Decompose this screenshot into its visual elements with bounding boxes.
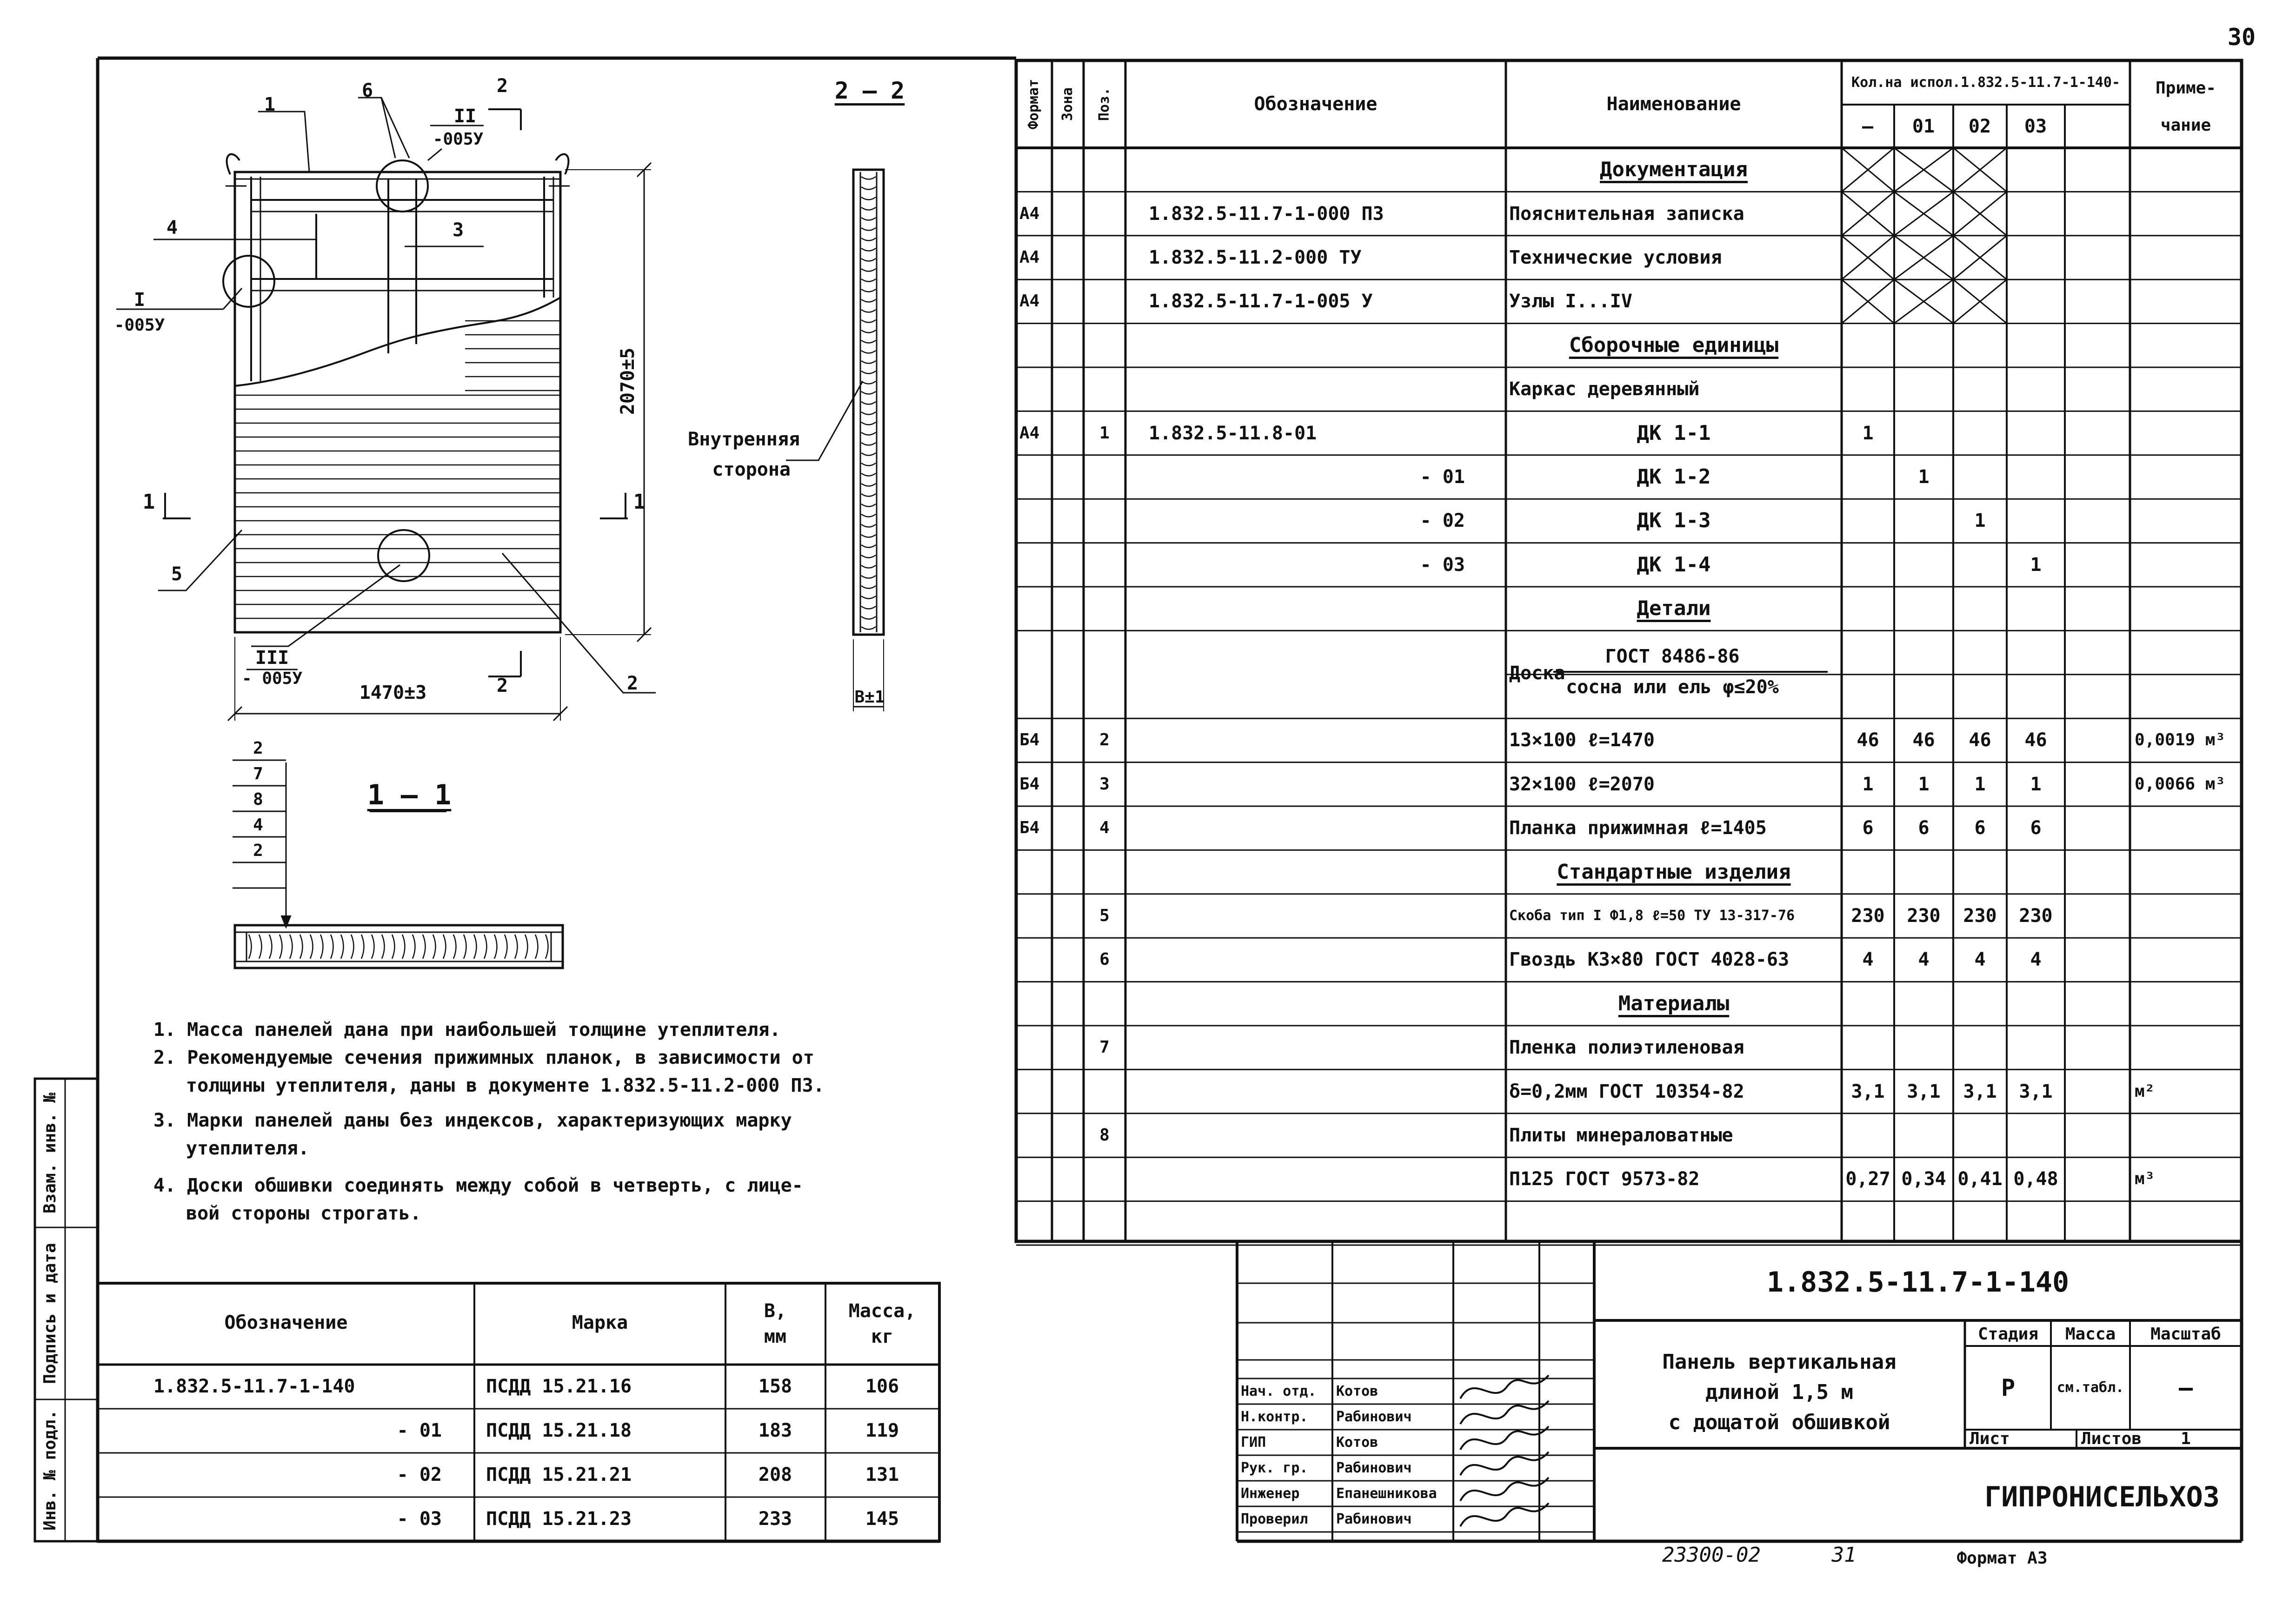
marks-cell-mass: 106 [865,1376,899,1397]
signatory-name: Рабинович [1336,1460,1412,1476]
spec-cell-name: δ=0,2мм ГОСТ 10354-82 [1509,1080,1744,1102]
spec-section-heading: Стандартные изделия [1557,860,1791,884]
paper-format: Формат А3 [1957,1549,2048,1568]
spec-cell-quantity: 4 [1974,949,1986,971]
layer-label: 2 [253,841,263,860]
marks-cell-b: 183 [758,1420,792,1441]
spec-section-heading: Сборочные единицы [1569,333,1779,357]
spec-cell-note: м² [2135,1081,2155,1101]
spec-header-q1: 01 [1912,116,1935,137]
spec-cell-name: 32×100 ℓ=2070 [1509,773,1655,795]
marks-cell-b: 208 [758,1464,792,1485]
mass-value: см.табл. [2056,1379,2124,1396]
marks-header-b-unit: мм [764,1326,787,1347]
page-number: 30 [2227,24,2256,51]
spec-cell-format: Б4 [1019,818,1040,838]
spec-cell-quantity: 1 [1974,510,1986,532]
spec-cell-quantity: 1 [1862,422,1874,444]
spec-cell-name: Пленка полиэтиленовая [1509,1037,1744,1059]
marks-cell-mark: ПСДД 15.21.21 [486,1464,632,1485]
spec-cell-quantity: 1 [1974,773,1986,795]
marks-cell-mass: 131 [865,1464,899,1485]
signatory-role: Н.контр. [1241,1409,1308,1425]
spec-board-name: Доска [1509,663,1565,684]
label-node-II: II [453,106,477,127]
spec-header-qty: Кол.на испол.1.832.5-11.7-1-140- [1851,74,2120,91]
spec-header-note-2: чание [2160,116,2211,135]
spec-cell-quantity: 3,1 [1907,1080,1941,1102]
spec-cell-format: Б4 [1019,774,1040,794]
cut-mark-1-left: 1 [142,490,155,514]
spec-cell-designation: - 01 [1420,466,1465,488]
marks-header-b: В, [764,1300,787,1322]
label-pos5: 5 [171,563,183,585]
marks-cell-designation: - 03 [397,1508,442,1530]
spec-cell-quantity: 6 [1974,817,1986,839]
signatory-role: Инженер [1241,1485,1300,1502]
spec-cell-quantity: 1 [1918,773,1930,795]
layer-label: 8 [253,790,263,809]
spec-section-heading: Материалы [1618,991,1730,1015]
layer-label: 2 [253,739,263,758]
label-inner-side-2: сторона [712,459,791,480]
marks-cell-b: 233 [758,1508,792,1530]
stage-label: Стадия [1977,1325,2039,1344]
spec-cell-quantity: 1 [1862,773,1874,795]
sheets-label: Листов [2081,1429,2142,1448]
spec-cell-note: 0,0019 м³ [2135,730,2226,750]
spec-cell-name: Пояснительная записка [1509,203,1744,225]
spec-cell-name: Гвоздь К3×80 ГОСТ 4028-63 [1509,949,1790,971]
spec-cell-quantity: 6 [1918,817,1930,839]
organization: ГИПРОНИСЕЛЬХОЗ [1984,1481,2220,1513]
spec-header-q0: — [1862,116,1874,137]
marks-cell-mark: ПСДД 15.21.18 [486,1420,632,1441]
spec-cell-name: ДК 1-2 [1637,465,1711,489]
spec-section-heading: Детали [1637,597,1711,621]
spec-header-q2: 02 [1968,116,1991,137]
section-22-title: 2 – 2 [834,77,905,104]
spec-cell-name: Планка прижимная ℓ=1405 [1509,817,1767,839]
marks-cell-mark: ПСДД 15.21.23 [486,1508,632,1530]
spec-cell-quantity: 230 [1963,905,1997,927]
spec-cell-quantity: 6 [1862,817,1874,839]
note-line: 3. Марки панелей даны без индексов, характеризующих марку [153,1110,792,1131]
spec-cell-name: 13×100 ℓ=1470 [1509,729,1655,751]
spec-cell-designation: 1.832.5-11.2-000 ТУ [1149,247,1362,268]
spec-cell-name: Узлы I...IV [1509,291,1632,312]
marks-header-mass-unit: кг [871,1326,894,1347]
marks-cell-b: 158 [758,1376,792,1397]
label-pos2-bottom: 2 [626,673,639,694]
spec-cell-position: 7 [1099,1038,1110,1057]
drawing-code: 1.832.5-11.7-1-140 [1766,1266,2070,1299]
scale-value: — [2178,1374,2193,1401]
note-line: вой стороны строгать. [186,1203,421,1224]
stage-value: Р [2001,1374,2016,1401]
spec-cell-position: 8 [1099,1126,1110,1145]
label-node-I: I [133,289,146,311]
spec-cell-quantity: 230 [2019,905,2053,927]
bottom-code: 23300-02 [1662,1543,1761,1567]
spec-header-zone: Зона [1059,87,1076,121]
label-pos4: 4 [166,217,178,239]
dimension-height: 2070±5 [617,347,639,415]
label-inner-side-1: Внутренняя [688,429,800,450]
spec-cell-designation: 1.832.5-11.7-1-000 ПЗ [1149,203,1384,225]
spec-cell-quantity: 46 [1912,729,1935,751]
spec-cell-name: Скоба тип I Ф1,8 ℓ=50 ТУ 13-317-76 [1509,908,1795,924]
spec-cell-format: А4 [1019,204,1040,223]
marks-header-mass: Масса, [848,1300,916,1322]
spec-cell-quantity: 0,41 [1957,1168,2003,1190]
label-node-II-ref: -005У [433,130,484,149]
spec-cell-designation: 1.832.5-11.7-1-005 У [1149,291,1373,312]
spec-cell-note: м³ [2135,1169,2155,1189]
spec-cell-quantity: 230 [1851,905,1885,927]
dimension-b: В±1 [854,688,885,707]
side-stamp-replace: Взам. инв. № [40,1092,60,1214]
spec-cell-position: 2 [1099,730,1110,750]
side-stamp-sign: Подпись и дата [40,1243,60,1384]
spec-cell-name: П125 ГОСТ 9573-82 [1509,1168,1700,1190]
marks-cell-designation: - 02 [397,1464,442,1485]
marks-header-designation: Обозначение [224,1312,348,1333]
spec-cell-quantity: 0,34 [1901,1168,1946,1190]
spec-cell-position: 6 [1099,950,1110,969]
signatory-role: Рук. гр. [1241,1460,1308,1476]
label-pos2-top: 2 [496,75,508,97]
note-line: 2. Рекомендуемые сечения прижимных планок, в зависимости от [153,1047,814,1068]
spec-cell-quantity: 0,27 [1845,1168,1890,1190]
marks-cell-mass: 119 [865,1420,899,1441]
spec-cell-quantity: 4 [2030,949,2042,971]
spec-cell-quantity: 46 [1969,729,1991,751]
spec-cell-quantity: 3,1 [1851,1080,1885,1102]
label-pos6: 6 [361,80,373,101]
spec-cell-quantity: 0,48 [2013,1168,2058,1190]
spec-board-std: ГОСТ 8486-86 [1605,646,1740,667]
spec-cell-name: ДК 1-3 [1637,509,1711,533]
spec-cell-name: ДК 1-4 [1637,552,1711,577]
drawing-title-3: с дощатой обшивкой [1668,1411,1890,1434]
spec-cell-format: А4 [1019,423,1040,443]
spec-header-designation: Обозначение [1254,93,1378,115]
spec-header-format: Формат [1025,79,1042,130]
signatory-role: Проверил [1241,1511,1308,1527]
side-stamp-inv: Инв. № подл. [40,1409,60,1531]
marks-cell-mark: ПСДД 15.21.16 [486,1376,632,1397]
spec-cell-quantity: 1 [2030,773,2042,795]
spec-header-name: Наименование [1606,93,1741,115]
spec-cell-name: Каркас деревянный [1509,378,1700,400]
spec-cell-position: 4 [1099,818,1110,838]
drawing-title-1: Панель вертикальная [1662,1350,1897,1374]
signatory-name: Рабинович [1336,1409,1412,1425]
marks-cell-designation: - 01 [397,1420,442,1441]
scale-label: Масштаб [2150,1325,2221,1344]
spec-cell-quantity: 46 [1857,729,1879,751]
spec-cell-quantity: 46 [2024,729,2047,751]
spec-cell-position: 5 [1099,906,1110,925]
signatory-name: Котов [1336,1383,1378,1399]
marks-cell-mass: 145 [865,1508,899,1530]
spec-header-note: Приме- [2155,79,2216,98]
section-11-title: 1 – 1 [367,779,452,811]
cut-mark-2-bottom: 2 [496,675,508,696]
marks-cell-designation: 1.832.5-11.7-1-140 [153,1376,355,1397]
spec-section-heading: Документация [1600,158,1748,182]
note-line: утеплителя. [186,1138,309,1159]
layer-label: 7 [253,764,263,783]
spec-cell-format: А4 [1019,292,1040,311]
bottom-number: 31 [1831,1543,1857,1567]
spec-cell-name: Технические условия [1509,247,1722,268]
signatory-role: Нач. отд. [1241,1383,1317,1399]
spec-cell-format: А4 [1019,248,1040,267]
spec-cell-quantity: 4 [1862,949,1874,971]
mass-label: Масса [2065,1325,2116,1344]
note-line: толщины утеплителя, даны в документе 1.832.5-11.2-000 ПЗ. [186,1075,825,1096]
layer-label: 4 [253,815,263,835]
spec-cell-quantity: 4 [1918,949,1930,971]
signatory-role: ГИП [1241,1434,1266,1451]
label-pos3: 3 [452,219,464,241]
spec-cell-quantity: 6 [2030,817,2042,839]
label-node-I-ref: -005У [114,316,165,335]
spec-cell-quantity: 3,1 [2019,1080,2053,1102]
signatory-name: Епанешникова [1336,1485,1437,1502]
spec-cell-position: 3 [1099,774,1110,794]
spec-cell-quantity: 1 [2030,554,2042,576]
cut-mark-1-right: 1 [633,490,646,514]
spec-cell-position: 1 [1099,423,1110,443]
label-node-III-ref: - 005У [241,669,303,688]
spec-cell-format: Б4 [1019,730,1040,750]
drawing-title-2: длиной 1,5 м [1705,1380,1853,1404]
spec-cell-name: ДК 1-1 [1637,421,1711,445]
spec-board-wood: сосна или ель φ≤20% [1566,676,1779,698]
sheets-value: 1 [2181,1429,2191,1448]
sheet-label: Лист [1970,1429,2010,1448]
note-line: 4. Доски обшивки соединять между собой в четверть, с лице- [153,1175,803,1196]
marks-header-mark: Марка [572,1312,628,1333]
label-node-III: III [255,647,289,669]
spec-header-q3: 03 [2024,116,2047,137]
note-line: 1. Масса панелей дана при наибольшей толщине утеплителя. [153,1019,781,1041]
dimension-width: 1470±3 [359,682,427,703]
spec-header-pos: Поз. [1096,87,1112,121]
spec-cell-designation: - 03 [1420,554,1465,576]
signatory-name: Рабинович [1336,1511,1412,1527]
spec-cell-note: 0,0066 м³ [2135,774,2226,794]
spec-cell-designation: - 02 [1420,510,1465,532]
spec-cell-name: Плиты минераловатные [1509,1125,1733,1146]
spec-cell-quantity: 1 [1918,466,1930,488]
label-pos1: 1 [264,94,276,115]
spec-cell-quantity: 230 [1907,905,1941,927]
spec-cell-quantity: 3,1 [1963,1080,1997,1102]
signatory-name: Котов [1336,1434,1378,1451]
spec-cell-designation: 1.832.5-11.8-01 [1149,422,1317,444]
